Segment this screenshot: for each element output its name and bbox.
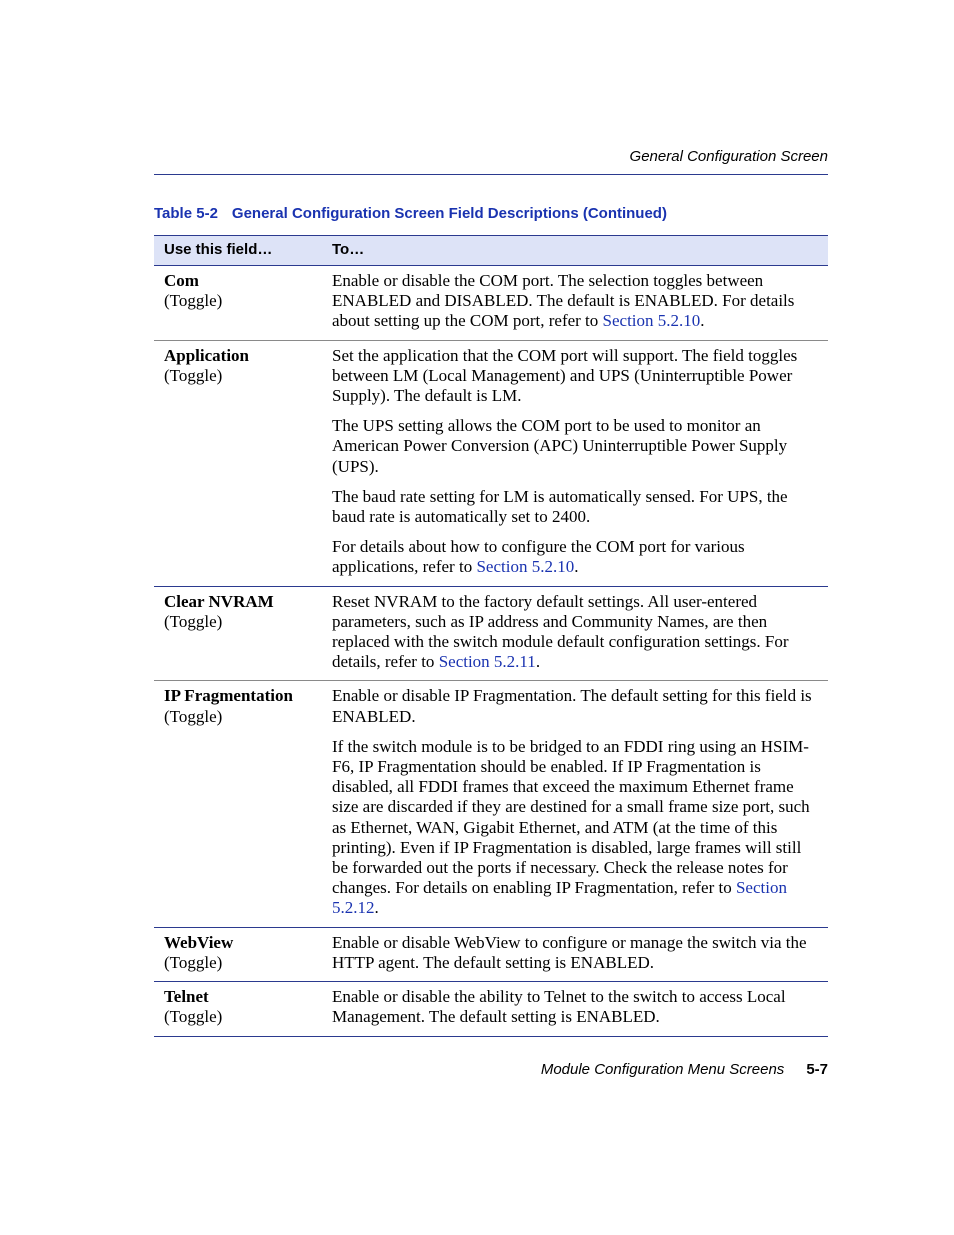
description-paragraph bbox=[332, 933, 820, 973]
table-row bbox=[154, 266, 828, 341]
running-head: General Configuration Screen bbox=[629, 148, 828, 165]
description-text: Set the application that the COM port will support. The field toggles between LM (Local Management) and UPS (Uninterruptible Power Supply). The default is LM. bbox=[332, 345, 798, 406]
field-cell bbox=[154, 340, 322, 586]
field-cell bbox=[154, 681, 322, 927]
field-type: (Toggle) bbox=[164, 291, 223, 311]
table-header-row bbox=[154, 236, 828, 266]
field-cell bbox=[154, 927, 322, 981]
table-row bbox=[154, 340, 828, 586]
description-text: For details about how to configure the COM port for various applications, refer to bbox=[332, 537, 745, 577]
description-cell bbox=[322, 927, 828, 981]
description-paragraph bbox=[332, 592, 820, 673]
section-link[interactable]: Section 5.2.11 bbox=[438, 652, 536, 672]
field-name: Clear NVRAM bbox=[164, 591, 274, 611]
description-paragraph bbox=[332, 686, 820, 726]
table-row bbox=[154, 681, 828, 927]
table-caption bbox=[154, 205, 667, 222]
field-type: (Toggle) bbox=[164, 611, 223, 631]
field-cell bbox=[154, 586, 322, 681]
section-link[interactable]: Section 5.2.12 bbox=[332, 878, 787, 918]
field-type: (Toggle) bbox=[164, 952, 223, 972]
description-paragraph bbox=[332, 271, 820, 332]
description-text: If the switch module is to be bridged to an FDDI ring using an HSIM-F6, IP Fragmentation should be enabled. If IP Fragmentation is disabled, all FDDI frames that exceed the maximum Ethernet frame size are discarded if they are destined for a small frame size port, such as Ethernet, WAN, Gigabit Ethernet, and ATM (at the time of this printing). Even if IP Fragmentation is disabled, large frames will still be forwarded out the ports if necessary. Check the release notes for changes. For details on enabling IP Fragmentation, refer to bbox=[332, 736, 810, 898]
footer-title: Module Configuration Menu Screens bbox=[540, 1061, 785, 1078]
table-row bbox=[154, 982, 828, 1036]
description-paragraph bbox=[332, 487, 820, 527]
field-name: Telnet bbox=[164, 987, 209, 1007]
description-paragraph bbox=[332, 537, 820, 577]
description-text: Enable or disable IP Fragmentation. The default setting for this field is ENABLED. bbox=[332, 686, 812, 726]
table-title: General Configuration Screen Field Descriptions (Continued) bbox=[231, 205, 667, 222]
description-text: Enable or disable the ability to Telnet to the switch to access Local Management. The default setting is ENABLED. bbox=[332, 987, 786, 1027]
table-number: Table 5-2 bbox=[154, 205, 218, 222]
description-paragraph bbox=[332, 346, 820, 407]
section-link[interactable]: Section 5.2.10 bbox=[476, 557, 575, 577]
description-paragraph bbox=[332, 416, 820, 477]
table-row bbox=[154, 927, 828, 981]
description-paragraph bbox=[332, 737, 820, 919]
field-cell bbox=[154, 266, 322, 341]
header-rule bbox=[154, 174, 828, 175]
description-cell bbox=[322, 681, 828, 927]
description-cell bbox=[322, 266, 828, 341]
table-row bbox=[154, 586, 828, 681]
field-name: Com bbox=[164, 271, 199, 290]
field-name: IP Fragmentation bbox=[164, 686, 293, 706]
description-paragraph bbox=[332, 987, 820, 1027]
description-text: Reset NVRAM to the factory default settings. All user-entered parameters, such as IP address and Community Names, are then replaced with the switch module default configuration settings. For details, refer to bbox=[332, 591, 789, 672]
description-cell bbox=[322, 340, 828, 586]
field-type: (Toggle) bbox=[164, 365, 223, 385]
description-text: Enable or disable the COM port. The selection toggles between ENABLED and DISABLED. The default is ENABLED. For details about setting up the COM port, refer to bbox=[332, 271, 795, 331]
column-header-field: Use this field… bbox=[154, 236, 322, 266]
description-text: Enable or disable WebView to configure or manage the switch via the HTTP agent. The default setting is ENABLED. bbox=[332, 932, 807, 972]
description-punctuation: . bbox=[700, 311, 705, 331]
field-type: (Toggle) bbox=[164, 706, 223, 726]
description-punctuation: . bbox=[574, 557, 579, 577]
page-footer bbox=[154, 1061, 828, 1078]
description-text: The baud rate setting for LM is automatically sensed. For UPS, the baud rate is automatically set to 2400. bbox=[332, 486, 788, 527]
field-name: WebView bbox=[164, 932, 234, 952]
description-punctuation: . bbox=[535, 652, 541, 672]
field-type: (Toggle) bbox=[164, 1007, 223, 1027]
field-cell bbox=[154, 982, 322, 1036]
section-link[interactable]: Section 5.2.10 bbox=[602, 311, 701, 331]
page-number: 5-7 bbox=[806, 1061, 828, 1078]
description-cell bbox=[322, 586, 828, 681]
column-header-description: To… bbox=[322, 236, 828, 266]
description-punctuation: . bbox=[374, 898, 379, 918]
field-descriptions-table bbox=[154, 235, 828, 1037]
description-text: The UPS setting allows the COM port to be used to monitor an American Power Conversion (APC) Uninterruptible Power Supply (UPS). bbox=[332, 416, 788, 476]
description-cell bbox=[322, 982, 828, 1036]
field-name: Application bbox=[164, 345, 250, 365]
